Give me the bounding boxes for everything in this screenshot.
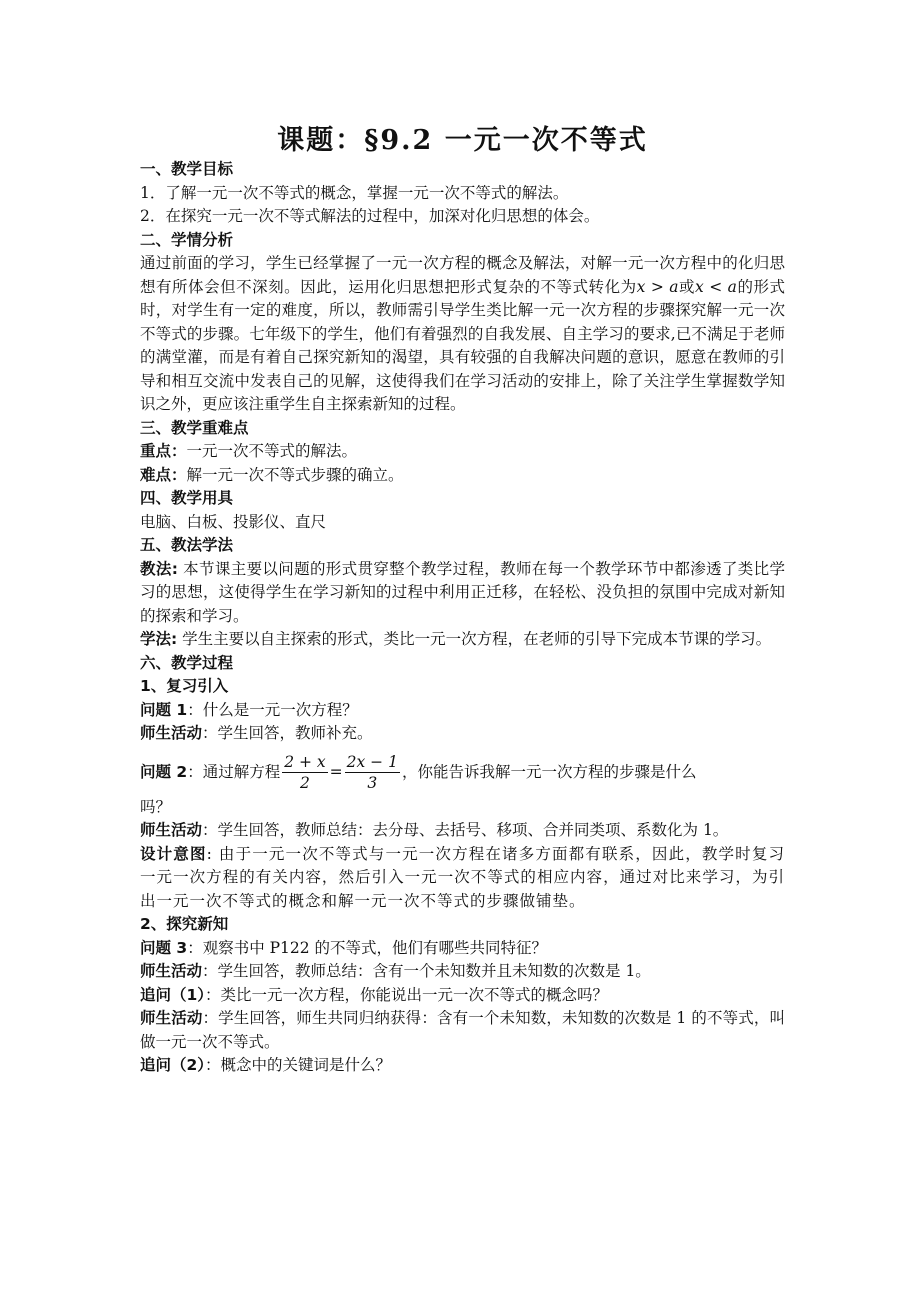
key-point-text: 一元一次不等式的解法。 [186,442,358,460]
activity-2 [140,819,785,843]
fraction-left-denominator: 2 [299,774,310,792]
activity-1-label: 师生活动 [140,724,203,742]
learning-method-label: 学法: [140,630,178,648]
question-3 [140,937,785,961]
heading-teaching-tools: 四、教学用具 [140,489,234,507]
analysis-or: 或 [678,277,696,296]
question-3-text: ：观察书中 P122 的不等式，他们有哪些共同特征？ [187,938,548,957]
follow-up-2-label: 追问（2） [140,1056,206,1074]
activity-4-text: ：学生回答，师生共同归纳获得：含有一个未知数，未知数的次数是 1 的不等式，叫做一元一次不等式。 [140,1009,785,1051]
learning-method [140,628,785,652]
math-x-gt-a: x > a [636,277,679,296]
fraction-left-numerator: 2 + x [284,753,326,771]
activity-2-label: 师生活动 [140,821,203,839]
goal-item-2: 2．在探究一元一次不等式解法的过程中，加深对化归思想的体会。 [140,207,600,225]
question-2-text-b: ，你能告诉我解一元一次方程的步骤是什么 [401,762,697,781]
follow-up-1-text: ：类比一元一次方程，你能说出一元一次不等式的概念吗？ [205,985,609,1004]
question-3-label: 问题 3 [140,938,188,957]
activity-2-text: ：学生回答，教师总结：去分母、去括号、移项、合并同类项、系数化为 1。 [202,821,729,839]
follow-up-2-text: ：概念中的关键词是什么？ [205,1056,392,1074]
question-2-label: 问题 2 [140,762,188,781]
activity-3 [140,960,785,984]
heading-teaching-process: 六、教学过程 [140,653,234,672]
heading-methods: 五、教法学法 [140,536,234,554]
follow-up-1 [140,984,785,1008]
key-point [140,440,785,464]
activity-1 [140,722,785,746]
fraction-right-numerator: 2x − 1 [346,753,398,771]
question-2-text-a: ：通过解方程 [187,762,281,781]
heading-student-analysis: 二、学情分析 [140,230,234,249]
math-x-lt-a: x < a [695,277,737,296]
subheading-review: 1、复习引入 [140,677,229,695]
activity-4 [140,1007,785,1054]
question-1-text: ：什么是一元一次方程？ [187,700,358,719]
activity-3-label: 师生活动 [140,962,203,980]
question-2 [140,748,785,796]
analysis-text-a: 通过前面的学习，学生已经掌握了一元一次方程的概念及解法，对解一元一次方程中的化归思想有所体会但不深刻。因此，运用化归思想把形式复杂的不等式转化为 [140,254,785,296]
question-1 [140,699,785,723]
activity-4-label: 师生活动 [140,1009,203,1027]
teaching-method-text: 本节课主要以问题的形式贯穿整个教学过程，教师在每一个教学环节中都渗透了类比学习的思想，这使得学生在学习新知的过程中利用正迁移，在轻松、没负担的氛围中完成对新知的探索和学习。 [140,559,786,625]
goal-item-1: 1．了解一元一次不等式的概念，掌握一元一次不等式的解法。 [140,183,569,202]
subheading-explore: 2、探究新知 [140,915,229,933]
design-intent-text: : 由于一元一次不等式与一元一次方程在诸多方面都有联系，因此，教学时复习一元一次方程的有关内容，然后引入一元一次不等式的相应内容，通过对比来学习，为引出一元一次不等式的概念和解一元一次不等式的步骤做铺垫。 [140,844,785,910]
follow-up-2 [140,1054,785,1078]
fraction-right [345,752,400,793]
equals-sign: = [329,762,343,781]
question-1-label: 问题 1 [140,700,188,719]
analysis-text-b: 的形式时，对学生有一定的难度，所以，教师需引导学生类比解一元一次方程的步骤探究解一元一次不等式的步骤。七年级下的学生，他们有着强烈的自我发展、自主学习的要求,已不满足于老师的满堂灌，而是有着自己探究新知的渴望，具有较强的自我解决问题的意识，愿意在教师的引导和相互交流中发表自己的见解，这使得我们在学习活动的安排上，除了关注学生掌握数学知识之外，更应该注重学生自主探索新知的过程。 [140,277,785,413]
teaching-tools-text: 电脑、白板、投影仪、直尺 [140,512,327,531]
student-analysis-paragraph [140,252,785,417]
activity-1-text: ：学生回答，教师补充。 [202,724,373,742]
activity-3-text: ：学生回答，教师总结：含有一个未知数并且未知数的次数是 1。 [202,962,651,980]
teaching-method-label: 教法: [140,559,178,578]
difficult-point-label: 难点： [140,465,187,484]
difficult-point-text: 解一元一次不等式步骤的确立。 [186,465,404,484]
document-body [140,158,785,1078]
fraction-right-denominator: 3 [367,774,378,792]
heading-teaching-goals: 一、教学目标 [140,160,234,178]
difficult-point [140,464,785,488]
question-2-continued: 吗？ [140,797,172,816]
teaching-method [140,558,785,629]
learning-method-text: 学生主要以自主探索的形式，类比一元一次方程，在老师的引导下完成本节课的学习。 [177,630,772,648]
key-point-label: 重点： [140,442,187,460]
design-intent [140,843,785,914]
follow-up-1-label: 追问（1） [140,985,206,1004]
heading-key-difficult-points: 三、教学重难点 [140,418,249,437]
page-title: 课题：§9.2 一元一次不等式 [277,125,648,156]
design-intent-label: 设计意图 [140,844,207,863]
fraction-left [282,752,327,793]
